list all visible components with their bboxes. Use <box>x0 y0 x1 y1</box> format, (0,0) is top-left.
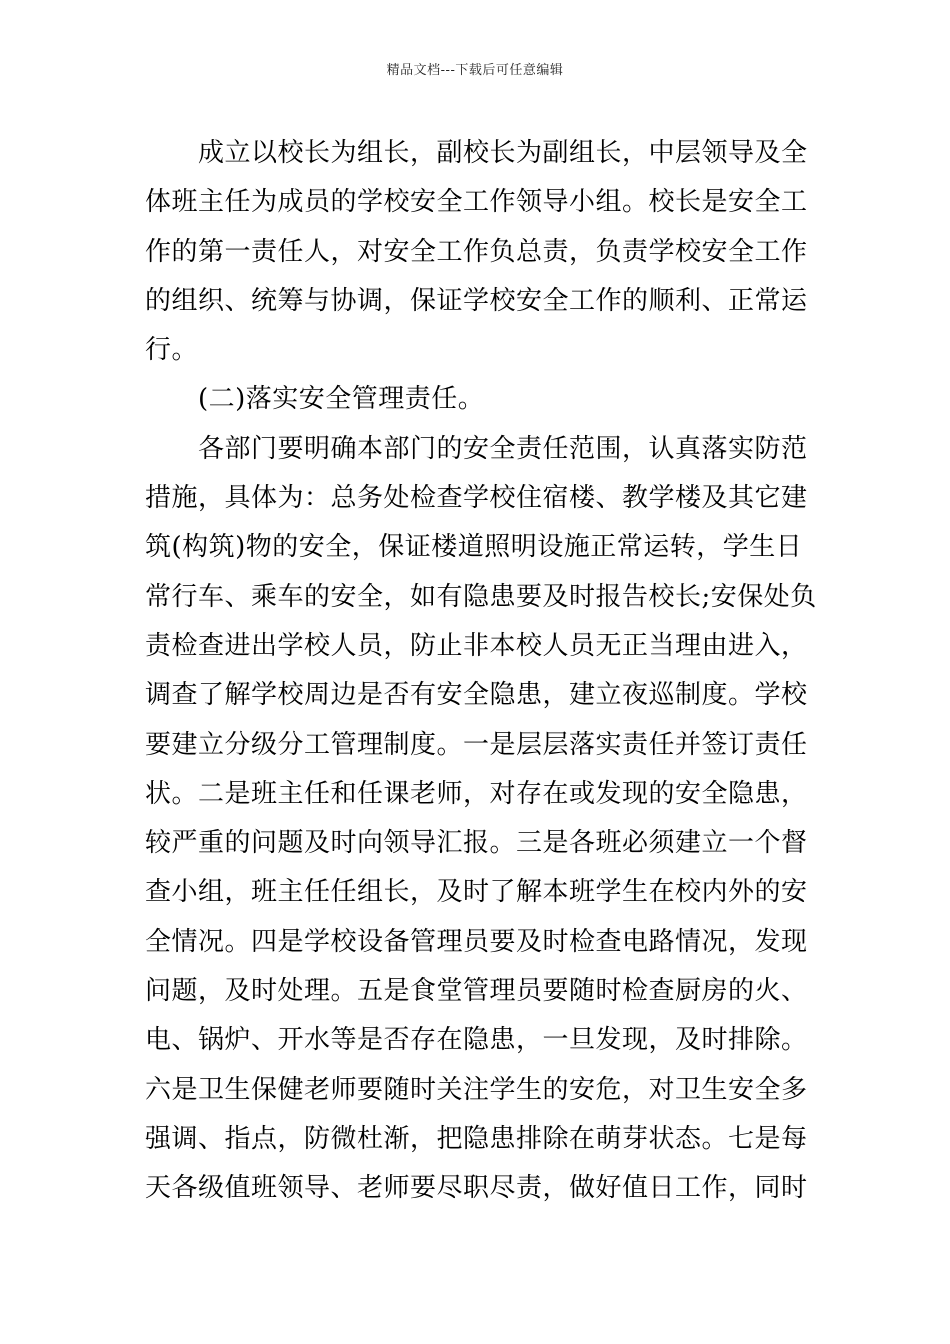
text-line: 天各级值班领导、老师要尽职尽责，做好值日工作，同时 <box>145 1173 808 1204</box>
text-line: 六是卫生保健老师要随时关注学生的安危，对卫生安全多 <box>145 1074 808 1105</box>
text-line: 各部门要明确本部门的安全责任范围，认真落实防范 <box>198 433 808 464</box>
text-line: 措施，具体为：总务处检查学校住宿楼、教学楼及其它建 <box>145 483 808 514</box>
text-line: 的组织、统筹与协调，保证学校安全工作的顺利、正常运 <box>145 285 808 316</box>
paragraph <box>145 129 808 375</box>
text-line: 作的第一责任人，对安全工作负总责，负责学校安全工作 <box>145 236 808 267</box>
text-line: 查小组，班主任任组长，及时了解本班学生在校内外的安 <box>145 877 808 908</box>
text-line: 问题，及时处理。五是食堂管理员要随时检查厨房的火、 <box>145 976 808 1007</box>
text-line: 责检查进出学校人员，防止非本校人员无正当理由进入， <box>145 630 808 661</box>
text-line: 常行车、乘车的安全，如有隐患要及时报告校长;安保处负 <box>145 581 817 612</box>
text-line: 筑(构筑)物的安全，保证楼道照明设施正常运转，学生日 <box>145 532 803 563</box>
text-line: 行。 <box>145 335 199 366</box>
text-line: 调查了解学校周边是否有安全隐患，建立夜巡制度。学校 <box>145 680 808 711</box>
document-body <box>145 129 817 1214</box>
page-header: 精品文档---下载后可任意编辑 <box>386 63 564 78</box>
text-line: (二)落实安全管理责任。 <box>198 384 485 415</box>
text-line: 体班主任为成员的学校安全工作领导小组。校长是安全工 <box>145 187 808 218</box>
text-line: 成立以校长为组长，副校长为副组长，中层领导及全 <box>198 138 808 168</box>
text-line: 较严重的问题及时向领导汇报。三是各班必须建立一个督 <box>145 828 808 859</box>
section-heading <box>145 375 805 424</box>
text-line: 全情况。四是学校设备管理员要及时检查电路情况，发现 <box>145 926 808 957</box>
text-line: 强调、指点，防微杜渐，把隐患排除在萌芽状态。七是每 <box>145 1123 808 1154</box>
text-line: 电、锅炉、开水等是否存在隐患，一旦发现，及时排除。 <box>145 1025 808 1056</box>
text-line: 要建立分级分工管理制度。一是层层落实责任并签订责任 <box>145 729 808 760</box>
paragraph <box>145 425 817 1214</box>
text-line: 状。二是班主任和任课老师，对存在或发现的安全隐患， <box>145 778 808 809</box>
